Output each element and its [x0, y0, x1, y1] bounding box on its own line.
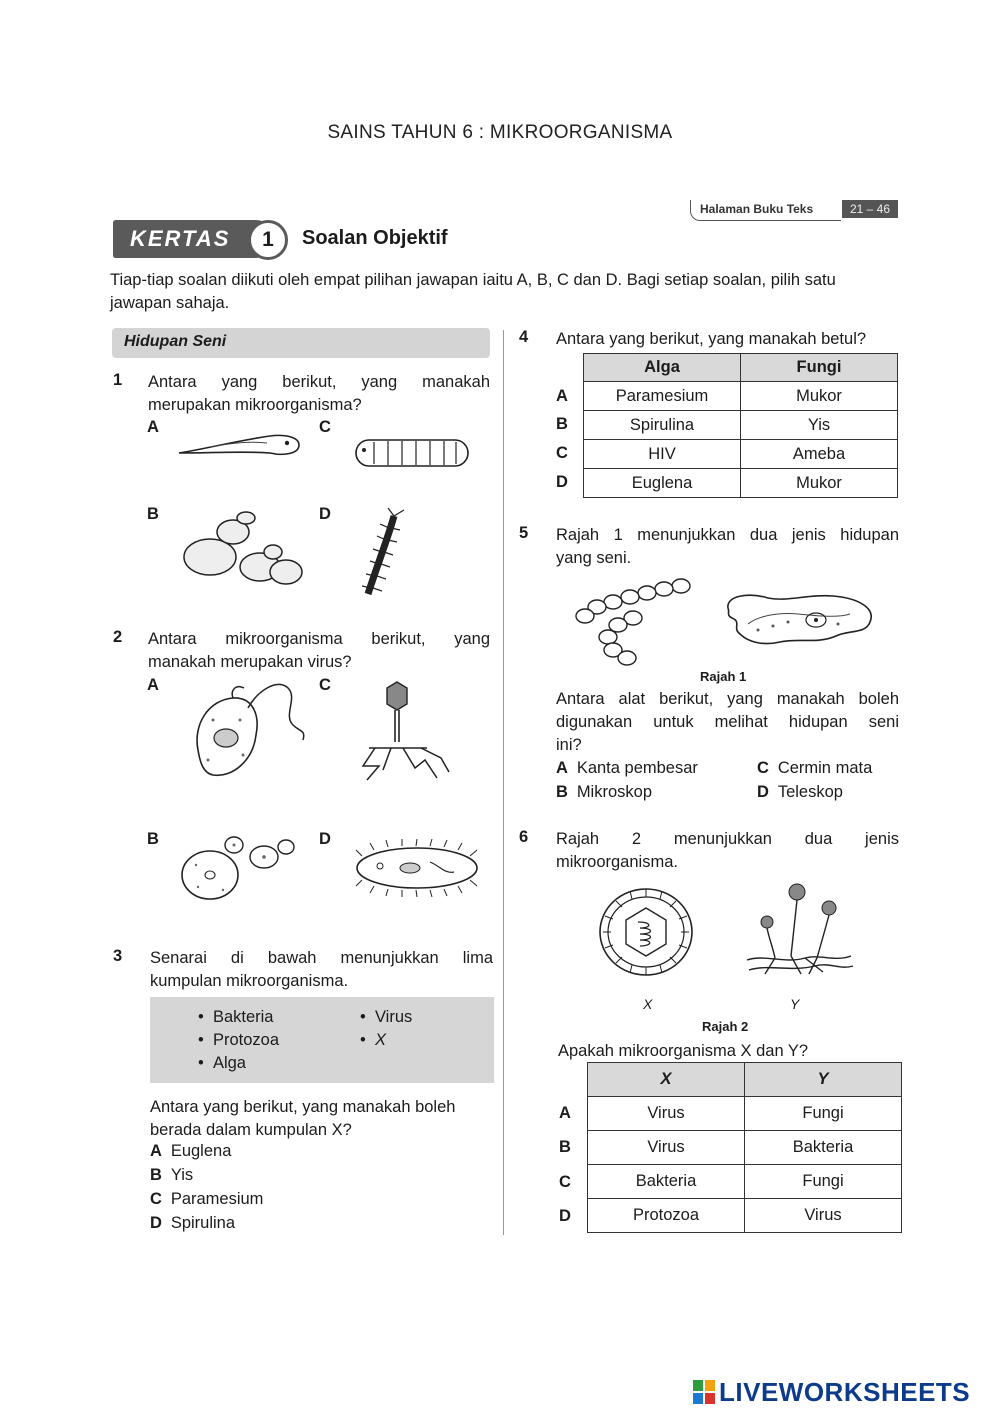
q3-answer-b[interactable]: B Yis — [150, 1166, 194, 1184]
q6-header-x: X — [588, 1063, 745, 1097]
table-row[interactable] — [584, 382, 898, 411]
q4-number: 4 — [519, 328, 529, 346]
q3-text-line1: Senarai di bawah menunjukkan lima — [150, 949, 493, 967]
textbook-reference-pages: 21 – 46 — [842, 200, 898, 218]
q3-list-item: • X — [360, 1031, 386, 1049]
q5-text-line1: Rajah 1 menunjukkan dua jenis hidupan — [556, 526, 899, 544]
q3-answer-d[interactable]: D Spirulina — [150, 1214, 236, 1232]
fungus-y-drawing — [745, 878, 855, 978]
q3-list-item: • Protozoa — [198, 1031, 279, 1049]
table-row[interactable] — [588, 1131, 902, 1165]
q5-answer-a[interactable]: A Kanta pembesar — [556, 759, 698, 777]
q1-option-c[interactable]: C — [319, 418, 331, 436]
q4-header-fungi: Fungi — [741, 354, 898, 382]
q6-question: Apakah mikroorganisma X dan Y? — [558, 1042, 809, 1060]
document-title: SAINS TAHUN 6 : MIKROORGANISMA — [327, 122, 673, 143]
table-cell: Ameba — [741, 440, 898, 469]
q2-option-c[interactable]: C — [319, 676, 331, 694]
table-cell: Euglena — [584, 469, 741, 498]
virus-x-drawing — [596, 886, 696, 978]
table-cell: Yis — [741, 411, 898, 440]
fig-label-y: Y — [790, 996, 800, 1012]
table-cell: HIV — [584, 440, 741, 469]
q1-text-line1: Antara yang berikut, yang manakah — [148, 373, 490, 391]
q3-subquestion-line2: berada dalam kumpulan X? — [150, 1121, 352, 1139]
yeast-cluster-drawing — [178, 512, 308, 592]
column-divider — [503, 330, 504, 1235]
amoeba-drawing — [718, 588, 878, 648]
q6-row-label: D — [559, 1207, 571, 1225]
q3-list-item: • Virus — [360, 1008, 413, 1026]
q2-text-line2: manakah merupakan virus? — [148, 653, 352, 671]
rajah-2-caption: Rajah 2 — [702, 1019, 749, 1034]
q6-row-label: A — [559, 1104, 571, 1122]
q1-option-a[interactable]: A — [147, 418, 159, 436]
rajah-1-caption: Rajah 1 — [700, 669, 747, 684]
q5-subquestion-line2: digunakan untuk melihat hidupan seni — [556, 713, 899, 731]
q1-option-b[interactable]: B — [147, 505, 159, 523]
table-row[interactable] — [588, 1165, 902, 1199]
q6-header-y: Y — [745, 1063, 902, 1097]
q1-text-line2: merupakan mikroorganisma? — [148, 396, 362, 414]
table-cell: Virus — [588, 1131, 745, 1165]
euglena-drawing — [188, 680, 308, 780]
section-title: Hidupan Seni — [124, 333, 227, 350]
table-row[interactable] — [584, 440, 898, 469]
q4-row-label: D — [556, 473, 568, 491]
q2-option-b[interactable]: B — [147, 830, 159, 848]
q1-option-d[interactable]: D — [319, 505, 331, 523]
q3-list-item: • Alga — [198, 1054, 246, 1072]
q5-text-line2: yang seni. — [556, 549, 632, 567]
fig-label-x: X — [643, 996, 653, 1012]
textbook-reference — [690, 200, 898, 222]
caterpillar-drawing — [352, 432, 474, 472]
table-cell: Mukor — [741, 382, 898, 411]
q5-number: 5 — [519, 524, 529, 542]
q2-option-a[interactable]: A — [147, 676, 159, 694]
watermark-text: LIVEWORKSHEETS — [719, 1377, 971, 1407]
instruction-text: Tiap-tiap soalan diikuti oleh empat pilihan jawapan iaitu A, B, C dan D. Bagi setiap soalan, pilih satu jawapan sahaja. — [110, 271, 836, 312]
q3-subquestion-line1: Antara yang berikut, yang manakah boleh — [150, 1098, 456, 1116]
paper-number: 1 — [248, 220, 288, 260]
q4-row-label: C — [556, 444, 568, 462]
q4-row-label: B — [556, 415, 568, 433]
table-row[interactable] — [588, 1097, 902, 1131]
table-cell: Protozoa — [588, 1199, 745, 1233]
q2-text-line1: Antara mikroorganisma berikut, yang — [148, 630, 490, 648]
q5-subquestion-line1: Antara alat berikut, yang manakah boleh — [556, 690, 899, 708]
q3-answer-a[interactable]: A Euglena — [150, 1142, 232, 1160]
paper-word: KERTAS — [130, 226, 231, 251]
table-cell: Virus — [588, 1097, 745, 1131]
table-row[interactable] — [588, 1199, 902, 1233]
q2-number: 2 — [113, 628, 123, 646]
table-cell: Bakteria — [745, 1131, 902, 1165]
paper-subtitle: Soalan Objektif — [302, 227, 448, 249]
q4-text: Antara yang berikut, yang manakah betul? — [556, 330, 867, 348]
table-row[interactable] — [584, 469, 898, 498]
budding-yeast-drawing — [178, 835, 303, 905]
q4-answer-table — [583, 353, 898, 498]
table-cell: Fungi — [745, 1097, 902, 1131]
q6-row-label: C — [559, 1173, 571, 1191]
centipede-drawing — [344, 508, 414, 603]
tadpole-drawing — [175, 423, 305, 463]
table-cell: Bakteria — [588, 1165, 745, 1199]
q6-text-line1: Rajah 2 menunjukkan dua jenis — [556, 830, 899, 848]
table-row[interactable] — [584, 411, 898, 440]
q6-number: 6 — [519, 828, 529, 846]
q5-answer-b[interactable]: B Mikroskop — [556, 783, 652, 801]
q4-header-alga: Alga — [584, 354, 741, 382]
q1-number: 1 — [113, 371, 123, 389]
table-cell: Fungi — [745, 1165, 902, 1199]
textbook-reference-label: Halaman Buku Teks — [700, 202, 814, 216]
liveworksheets-logo-icon — [693, 1380, 715, 1404]
section-header — [112, 328, 490, 358]
q5-answer-c[interactable]: C Cermin mata — [757, 759, 873, 777]
q5-subquestion-line3: ini? — [556, 736, 582, 754]
q3-list-item: • Bakteria — [198, 1008, 274, 1026]
table-cell: Mukor — [741, 469, 898, 498]
q3-text-line2: kumpulan mikroorganisma. — [150, 972, 349, 990]
q3-number: 3 — [113, 947, 123, 965]
q3-answer-c[interactable]: C Paramesium — [150, 1190, 264, 1208]
q6-row-label: B — [559, 1138, 571, 1156]
q2-option-d[interactable]: D — [319, 830, 331, 848]
q6-answer-table — [587, 1062, 902, 1233]
bacteriophage-drawing — [355, 680, 455, 780]
q5-answer-d[interactable]: D Teleskop — [757, 783, 843, 801]
table-cell: Virus — [745, 1199, 902, 1233]
table-cell: Paramesium — [584, 382, 741, 411]
paramecium-drawing — [350, 838, 485, 898]
table-cell: Spirulina — [584, 411, 741, 440]
q4-row-label: A — [556, 387, 568, 405]
spirulina-chain-drawing — [575, 578, 695, 668]
q6-text-line2: mikroorganisma. — [556, 853, 678, 871]
